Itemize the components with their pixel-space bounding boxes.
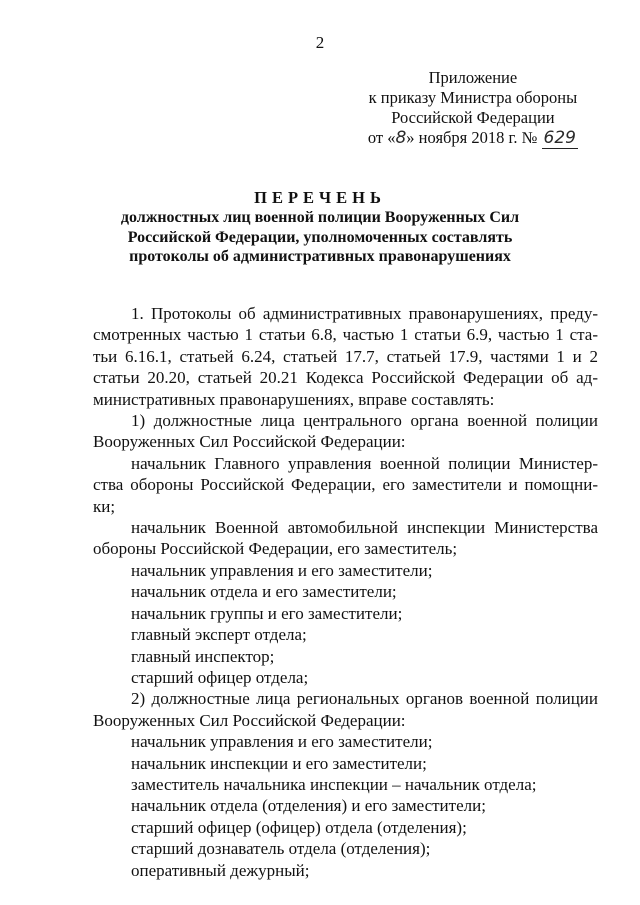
body-line: Вооруженных Сил Российской Федерации: <box>93 432 406 452</box>
body-line: начальник группы и его заместители; <box>131 603 403 623</box>
subtitle-line: должностных лиц военной полиции Вооруженных Сил <box>120 209 520 226</box>
body-line: главный инспектор; <box>131 646 275 666</box>
body-line: начальник Военной автомобильной инспекции Министерства <box>131 518 598 538</box>
body-line: Вооруженных Сил Российской Федерации: <box>93 710 406 730</box>
body-line: тьи 6.16.1, статьей 6.24, статьей 17.7, статьей 17.9, частями 1 и 2 <box>93 346 598 366</box>
body-line: обороны Российской Федерации, его заместитель; <box>93 539 458 559</box>
subtitle-line: протоколы об административных правонарушениях <box>129 248 511 265</box>
date-day-handwritten: 8 <box>395 128 407 148</box>
body-line: заместитель начальника инспекции – начальник отдела; <box>131 774 537 794</box>
body-line: ки; <box>93 496 116 516</box>
body-line: главный эксперт отдела; <box>131 625 307 645</box>
body-line: министративных правонарушениях, вправе составлять: <box>93 389 495 409</box>
body-line: начальник управления и его заместители; <box>131 732 433 752</box>
document-subtitle <box>80 208 560 267</box>
page-number: 2 <box>315 33 325 52</box>
appendix-order-ref: к приказу Министра обороны <box>368 88 578 107</box>
body-line: оперативный дежурный; <box>131 860 310 880</box>
document-body <box>93 303 598 881</box>
body-line: начальник отдела и его заместители; <box>131 582 397 602</box>
appendix-org: Российской Федерации <box>391 108 555 127</box>
body-line: начальник инспекции и его заместители; <box>131 753 427 773</box>
body-line: начальник отдела (отделения) и его заместители; <box>131 796 486 816</box>
body-line: старший офицер (офицер) отдела (отделения); <box>131 817 467 837</box>
body-line: старший офицер отдела; <box>131 667 309 687</box>
body-line: смотренных частью 1 статьи 6.8, частью 1 статьи 6.9, частью 1 ста- <box>93 325 598 345</box>
document-title: ПЕРЕЧЕНЬ <box>254 188 386 207</box>
body-line: статьи 20.20, статьей 20.21 Кодекса Российской Федерации об ад- <box>93 368 598 388</box>
appendix-title: Приложение <box>428 68 518 87</box>
body-line: 1) должностные лица центрального органа военной полиции <box>131 411 598 431</box>
subtitle-line: Российской Федерации, уполномоченных составлять <box>127 228 513 246</box>
body-line: 1. Протоколы об административных правонарушениях, преду- <box>131 304 598 323</box>
body-line: ства обороны Российской Федерации, его заместители и помощни- <box>93 475 598 495</box>
body-line: старший дознаватель отдела (отделения); <box>131 839 431 859</box>
body-line: 2) должностные лица региональных органов военной полиции <box>131 689 598 709</box>
appendix-block <box>368 68 578 149</box>
appendix-date-line <box>368 128 578 149</box>
order-number-handwritten: 629 <box>543 128 576 148</box>
body-line: начальник управления и его заместители; <box>131 560 433 580</box>
date-suffix: » ноября 2018 г. № <box>406 128 538 147</box>
body-line: начальник Главного управления военной полиции Министер- <box>131 453 598 473</box>
date-prefix: от « <box>367 128 396 147</box>
